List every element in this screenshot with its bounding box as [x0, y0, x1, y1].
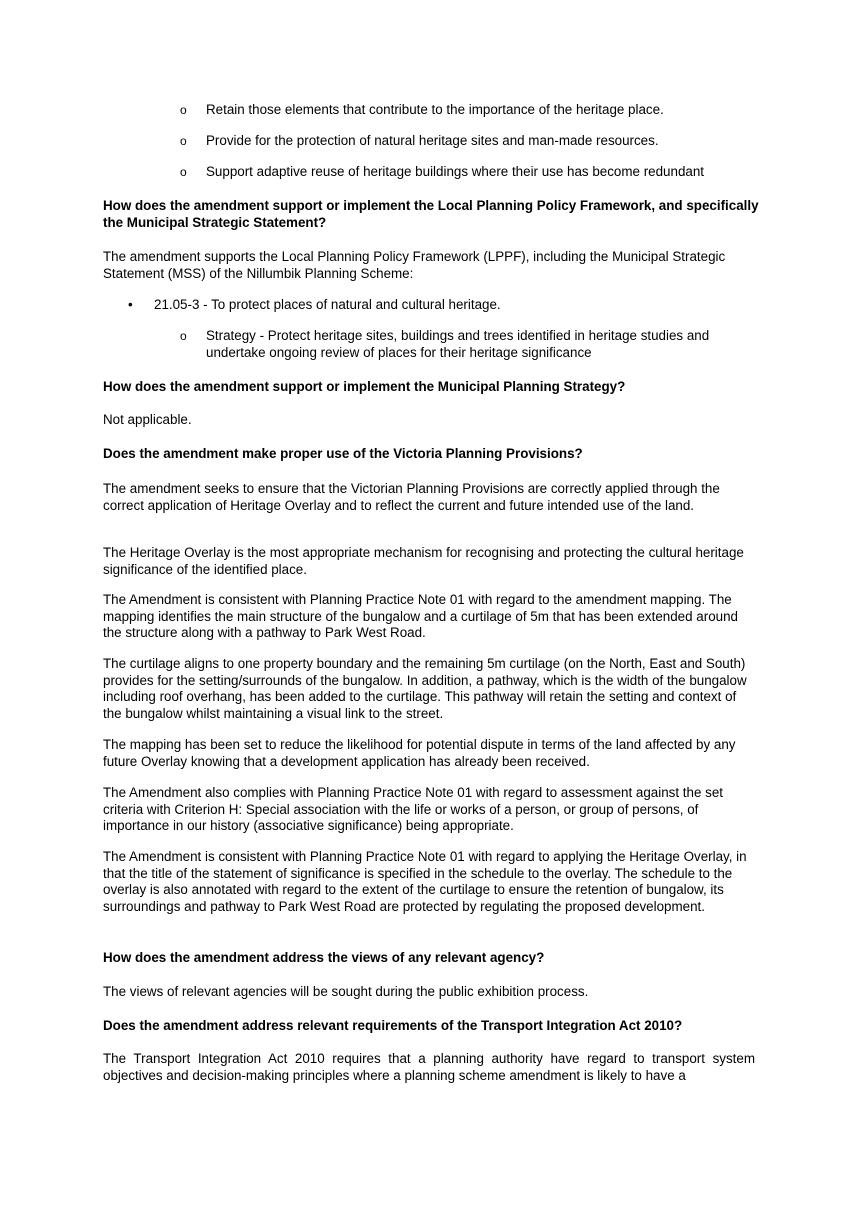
paragraph: The Amendment is consistent with Planning Practice Note 01 with regard to the amendment mapping. The mapping identifies the main structure of the bungalow and a curtilage of 5m that has been extended around the structure along with a pathway to Park West Road.	[103, 592, 738, 641]
circle-bullet-icon: o	[180, 134, 187, 148]
list-item-text: Support adaptive reuse of heritage buildings where their use has become redundant	[206, 164, 705, 179]
paragraph: The curtilage aligns to one property boundary and the remaining 5m curtilage (on the North, East and South) provides for the setting/surrounds of the bungalow. In addition, a pathway, which is the width of the bungalow including roof overhang, has been added to the curtilage. This pathway will retain the setting and context of the bungalow whilst maintaining a visual link to the street.	[103, 656, 747, 721]
circle-bullet-icon: o	[180, 103, 187, 117]
section-heading: Does the amendment address relevant requirements of the Transport Integration Act 2010?	[103, 1018, 683, 1033]
list-item-text: Provide for the protection of natural heritage sites and man-made resources.	[206, 133, 659, 148]
list-item-text: Strategy - Protect heritage sites, buildings and trees identified in heritage studies and undertake ongoing review of places for their heritage significance	[206, 328, 710, 360]
circle-bullet-icon: o	[180, 165, 187, 179]
paragraph: The Transport Integration Act 2010 requires that a planning authority have regard to transport system objectives and decision-making principles where a planning scheme amendment is likely to have a	[103, 1051, 755, 1083]
paragraph: The views of relevant agencies will be sought during the public exhibition process.	[103, 984, 589, 999]
paragraph: The Amendment also complies with Planning Practice Note 01 with regard to assessment against the set criteria with Criterion H: Special association with the life or works of a person, or group of persons, of importance in our history (associative significance) being appropriate.	[103, 785, 724, 834]
section-heading: How does the amendment support or implement the Local Planning Policy Framework, and specifically the Municipal Strategic Statement?	[103, 198, 759, 230]
paragraph: The mapping has been set to reduce the likelihood for potential dispute in terms of the land affected by any future Overlay knowing that a development application has already been received.	[103, 737, 736, 769]
bullet-icon: •	[128, 297, 133, 312]
section-heading: How does the amendment support or implement the Municipal Planning Strategy?	[103, 379, 626, 394]
paragraph: The Heritage Overlay is the most appropriate mechanism for recognising and protecting the cultural heritage significance of the identified place.	[103, 545, 744, 577]
list-item-text: Retain those elements that contribute to the importance of the heritage place.	[206, 102, 664, 117]
paragraph: Not applicable.	[103, 412, 192, 427]
section-heading: Does the amendment make proper use of the Victoria Planning Provisions?	[103, 446, 583, 461]
paragraph: The Amendment is consistent with Planning Practice Note 01 with regard to applying the Heritage Overlay, in that the title of the statement of significance is specified in the schedule to the overlay. The schedule to the overlay is also annotated with regard to the extent of the curtilage to ensure the retention of bungalow, its surroundings and pathway to Park West Road are protected by regulating the proposed development.	[103, 849, 747, 914]
list-item-text: 21.05-3 - To protect places of natural and cultural heritage.	[154, 297, 501, 312]
paragraph: The amendment seeks to ensure that the Victorian Planning Provisions are correctly applied through the correct application of Heritage Overlay and to reflect the current and future intended use of the land.	[103, 481, 720, 513]
section-heading: How does the amendment address the views of any relevant agency?	[103, 950, 545, 965]
circle-bullet-icon: o	[180, 329, 187, 343]
paragraph: The amendment supports the Local Planning Policy Framework (LPPF), including the Municipal Strategic Statement (MSS) of the Nillumbik Planning Scheme:	[103, 249, 726, 281]
